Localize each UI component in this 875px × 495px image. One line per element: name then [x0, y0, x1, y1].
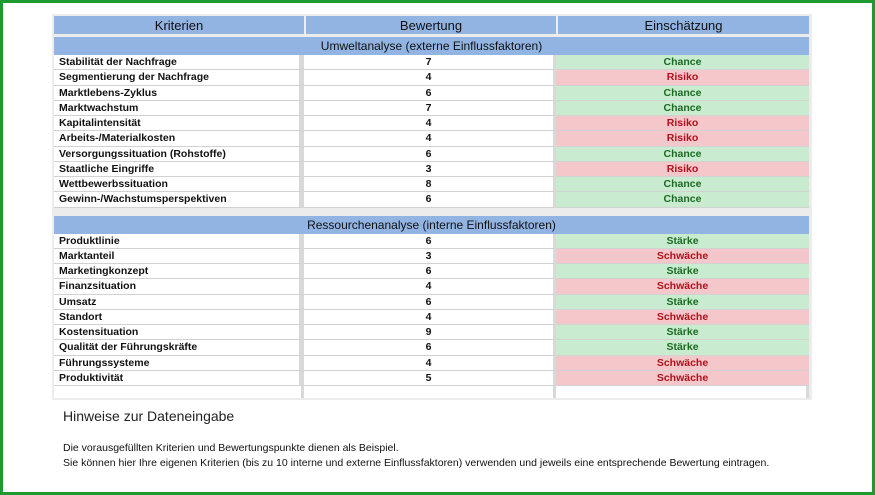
criterion-cell[interactable]: Führungssysteme — [54, 356, 304, 371]
criterion-cell[interactable]: Qualität der Führungskräfte — [54, 340, 304, 355]
criterion-cell[interactable]: Finanzsituation — [54, 279, 304, 294]
criterion-cell[interactable]: Arbeits-/Materialkosten — [54, 131, 304, 146]
table-row — [54, 249, 809, 264]
assessment-cell[interactable]: Chance — [556, 177, 809, 192]
header-assessment[interactable]: Einschätzung — [556, 16, 809, 37]
section-title: Ressourchenanalyse (interne Einflussfaktoren) — [54, 216, 809, 234]
score-cell[interactable]: 7 — [304, 101, 556, 116]
table-row — [54, 371, 809, 386]
table-row — [54, 177, 809, 192]
criterion-cell[interactable]: Kostensituation — [54, 325, 304, 340]
assessment-cell[interactable]: Schwäche — [556, 249, 809, 264]
table-row — [54, 264, 809, 279]
spacer-row — [54, 208, 809, 216]
score-cell[interactable]: 4 — [304, 131, 556, 146]
spacer-cell — [54, 208, 809, 216]
criterion-cell[interactable]: Marktlebens-Zyklus — [54, 86, 304, 101]
notes-title: Hinweise zur Dateneingabe — [63, 408, 235, 424]
table-row — [54, 356, 809, 371]
table-row — [54, 70, 809, 85]
score-cell[interactable]: 4 — [304, 310, 556, 325]
score-cell[interactable]: 8 — [304, 177, 556, 192]
assessment-cell[interactable]: Schwäche — [556, 356, 809, 371]
empty-cell[interactable] — [304, 386, 556, 398]
table-row — [54, 162, 809, 177]
score-cell[interactable]: 6 — [304, 192, 556, 207]
score-cell[interactable]: 6 — [304, 295, 556, 310]
assessment-cell[interactable]: Stärke — [556, 325, 809, 340]
criterion-cell[interactable]: Umsatz — [54, 295, 304, 310]
score-cell[interactable]: 6 — [304, 147, 556, 162]
empty-row — [54, 386, 809, 398]
assessment-cell[interactable]: Stärke — [556, 264, 809, 279]
score-cell[interactable]: 6 — [304, 234, 556, 249]
section-header-row — [54, 37, 809, 55]
table-row — [54, 279, 809, 294]
score-cell[interactable]: 5 — [304, 371, 556, 386]
score-cell[interactable]: 4 — [304, 116, 556, 131]
assessment-cell[interactable]: Schwäche — [556, 371, 809, 386]
criterion-cell[interactable]: Staatliche Eingriffe — [54, 162, 304, 177]
table-row — [54, 325, 809, 340]
table-row — [54, 147, 809, 162]
criterion-cell[interactable]: Standort — [54, 310, 304, 325]
criterion-cell[interactable]: Marktwachstum — [54, 101, 304, 116]
criterion-cell[interactable]: Segmentierung der Nachfrage — [54, 70, 304, 85]
criterion-cell[interactable]: Marktanteil — [54, 249, 304, 264]
assessment-cell[interactable]: Chance — [556, 192, 809, 207]
assessment-cell[interactable]: Schwäche — [556, 310, 809, 325]
assessment-cell[interactable]: Chance — [556, 101, 809, 116]
assessment-cell[interactable]: Risiko — [556, 70, 809, 85]
score-cell[interactable]: 4 — [304, 279, 556, 294]
table-row — [54, 116, 809, 131]
empty-cell[interactable] — [556, 386, 809, 398]
notes-line-2: Sie können hier Ihre eigenen Kriterien (bis zu 10 interne und externe Einflussfaktoren) verwenden und jeweils eine entsprechende Bewertung eintragen. — [63, 456, 770, 469]
criterion-cell[interactable]: Produktivität — [54, 371, 304, 386]
score-cell[interactable]: 9 — [304, 325, 556, 340]
table-row — [54, 295, 809, 310]
section-header-row — [54, 216, 809, 234]
header-score[interactable]: Bewertung — [304, 16, 556, 37]
assessment-cell[interactable]: Risiko — [556, 116, 809, 131]
notes-line-1: Die vorausgefüllten Kriterien und Bewertungspunkte dienen als Beispiel. — [63, 442, 399, 454]
score-cell[interactable]: 3 — [304, 162, 556, 177]
criterion-cell[interactable]: Versorgungssituation (Rohstoffe) — [54, 147, 304, 162]
assessment-cell[interactable]: Chance — [556, 86, 809, 101]
score-cell[interactable]: 4 — [304, 70, 556, 85]
assessment-cell[interactable]: Risiko — [556, 162, 809, 177]
table-header-row — [54, 16, 809, 37]
analysis-table — [54, 16, 809, 398]
criterion-cell[interactable]: Marketingkonzept — [54, 264, 304, 279]
assessment-cell[interactable]: Schwäche — [556, 279, 809, 294]
score-cell[interactable]: 6 — [304, 264, 556, 279]
assessment-cell[interactable]: Stärke — [556, 340, 809, 355]
table-row — [54, 192, 809, 207]
criterion-cell[interactable]: Wettbewerbssituation — [54, 177, 304, 192]
assessment-cell[interactable]: Chance — [556, 55, 809, 70]
input-notes-panel — [56, 402, 812, 490]
table-row — [54, 86, 809, 101]
assessment-cell[interactable]: Risiko — [556, 131, 809, 146]
score-cell[interactable]: 6 — [304, 340, 556, 355]
criterion-cell[interactable]: Gewinn-/Wachstumsperspektiven — [54, 192, 304, 207]
score-cell[interactable]: 4 — [304, 356, 556, 371]
empty-cell[interactable] — [54, 386, 304, 398]
criterion-cell[interactable]: Stabilität der Nachfrage — [54, 55, 304, 70]
table-row — [54, 310, 809, 325]
criterion-cell[interactable]: Produktlinie — [54, 234, 304, 249]
assessment-cell[interactable]: Chance — [556, 147, 809, 162]
section-title: Umweltanalyse (externe Einflussfaktoren) — [54, 37, 809, 55]
table-row — [54, 131, 809, 146]
score-cell[interactable]: 3 — [304, 249, 556, 264]
spreadsheet-area — [52, 14, 812, 400]
assessment-cell[interactable]: Stärke — [556, 234, 809, 249]
score-cell[interactable]: 7 — [304, 55, 556, 70]
table-row — [54, 340, 809, 355]
table-row — [54, 234, 809, 249]
assessment-cell[interactable]: Stärke — [556, 295, 809, 310]
score-cell[interactable]: 6 — [304, 86, 556, 101]
table-row — [54, 101, 809, 116]
table-row — [54, 55, 809, 70]
notes-text — [63, 441, 803, 470]
header-criteria[interactable]: Kriterien — [54, 16, 304, 37]
criterion-cell[interactable]: Kapitalintensität — [54, 116, 304, 131]
